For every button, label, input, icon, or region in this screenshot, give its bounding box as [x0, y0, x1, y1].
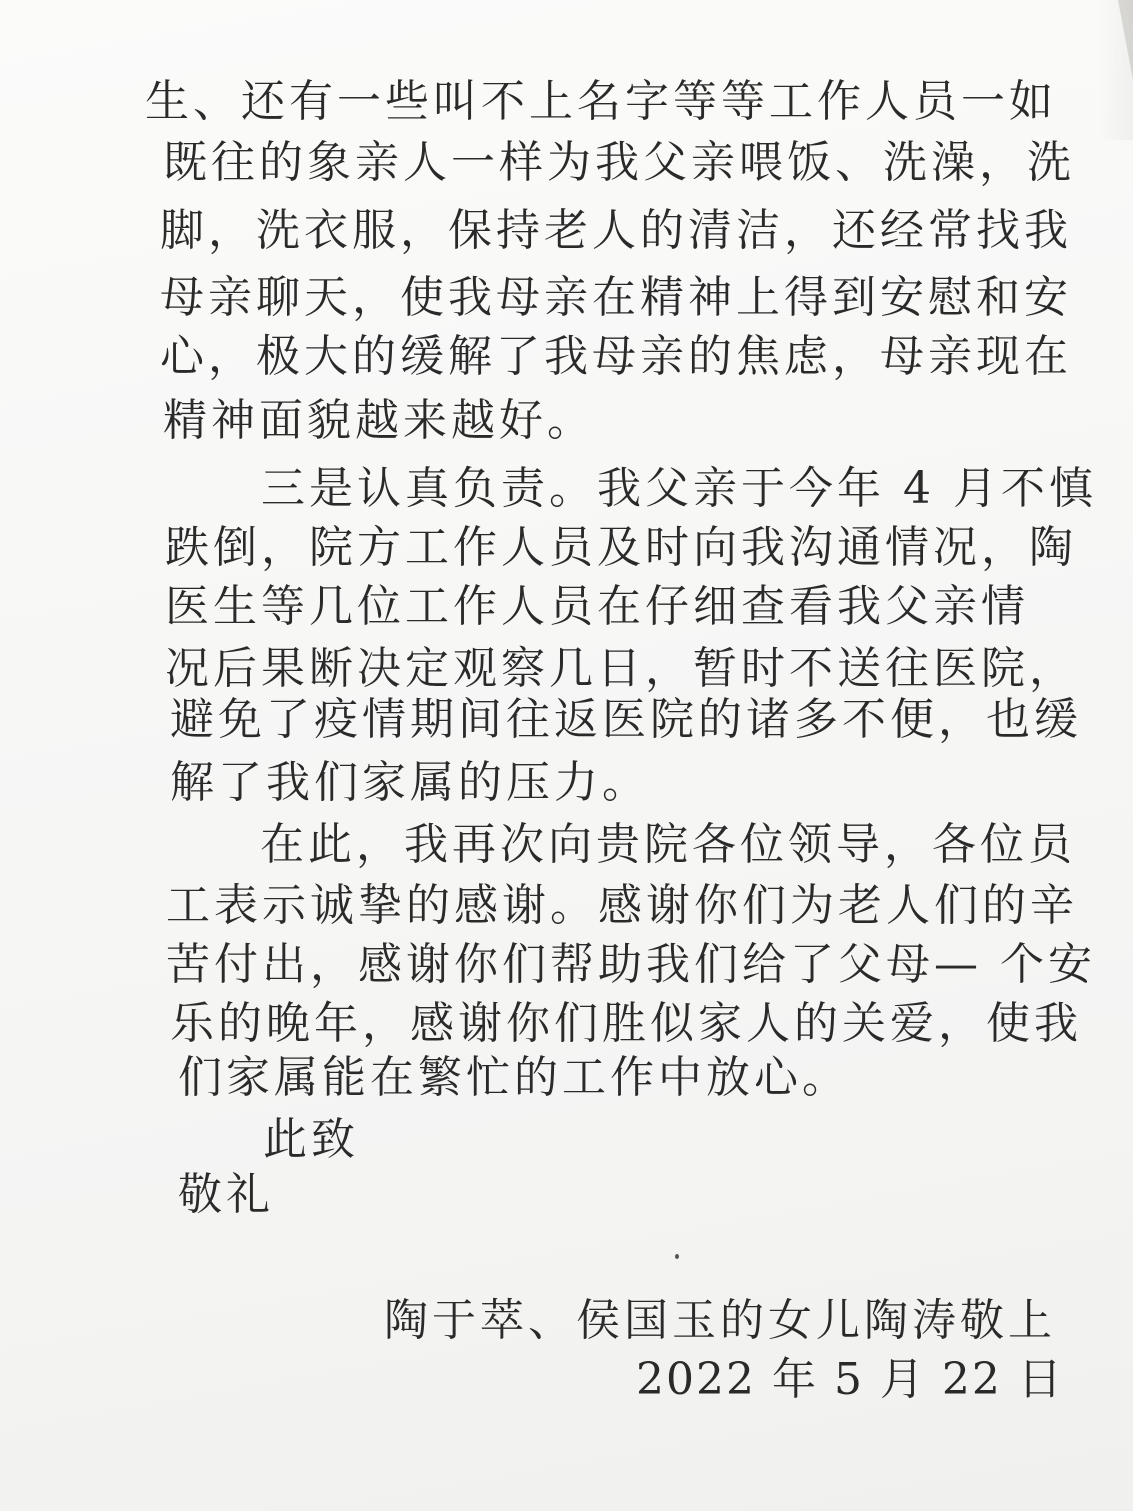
letter-line: 解了我们家属的压力。	[170, 757, 650, 808]
letter-line: 跌倒，院方工作人员及时向我沟通情况，陶	[165, 522, 1077, 573]
letter-line: 母亲聊天，使我母亲在精神上得到安慰和安	[160, 272, 1072, 323]
paper-corner-shadow	[1098, 0, 1133, 140]
letter-date: 2022 年 5 月 22 日	[636, 1354, 1064, 1405]
letter-line: 避免了疫情期间往返医院的诸多不便，也缓	[170, 694, 1082, 745]
closing-salutation: 此致	[263, 1114, 359, 1165]
letter-line: 医生等几位工作人员在仔细查看我父亲情	[165, 581, 1029, 632]
letter-line: 工表示诚挚的感谢。感谢你们为老人们的辛	[166, 880, 1078, 931]
letter-line: 三是认真负责。我父亲于今年 4 月不慎	[261, 463, 1097, 514]
letter-line: 在此，我再次向贵院各位领导，各位员	[260, 819, 1076, 870]
ink-dot	[675, 1254, 679, 1259]
letter-line: 脚，洗衣服，保持老人的清洁，还经常找我	[160, 205, 1072, 256]
letter-line: 苦付出，感谢你们帮助我们给了父母— 个安	[166, 939, 1096, 990]
letter-line: 精神面貌越来越好。	[163, 395, 595, 446]
letter-line: 既往的象亲人一样为我父亲喂饭、洗澡，洗	[163, 137, 1075, 188]
letter-line: 心，极大的缓解了我母亲的焦虑，母亲现在	[160, 331, 1072, 382]
signature: 陶于萃、侯国玉的女儿陶涛敬上	[384, 1295, 1056, 1346]
letter-line: 乐的晚年，感谢你们胜似家人的关爱，使我	[170, 998, 1082, 1049]
closing-regards: 敬礼	[178, 1169, 274, 1220]
letter-line: 生、还有一些叫不上名字等等工作人员一如	[145, 76, 1057, 127]
letter-line: 况后果断决定观察几日，暂时不送往医院，	[165, 643, 1077, 694]
letter-line: 们家属能在繁忙的工作中放心。	[178, 1052, 850, 1103]
